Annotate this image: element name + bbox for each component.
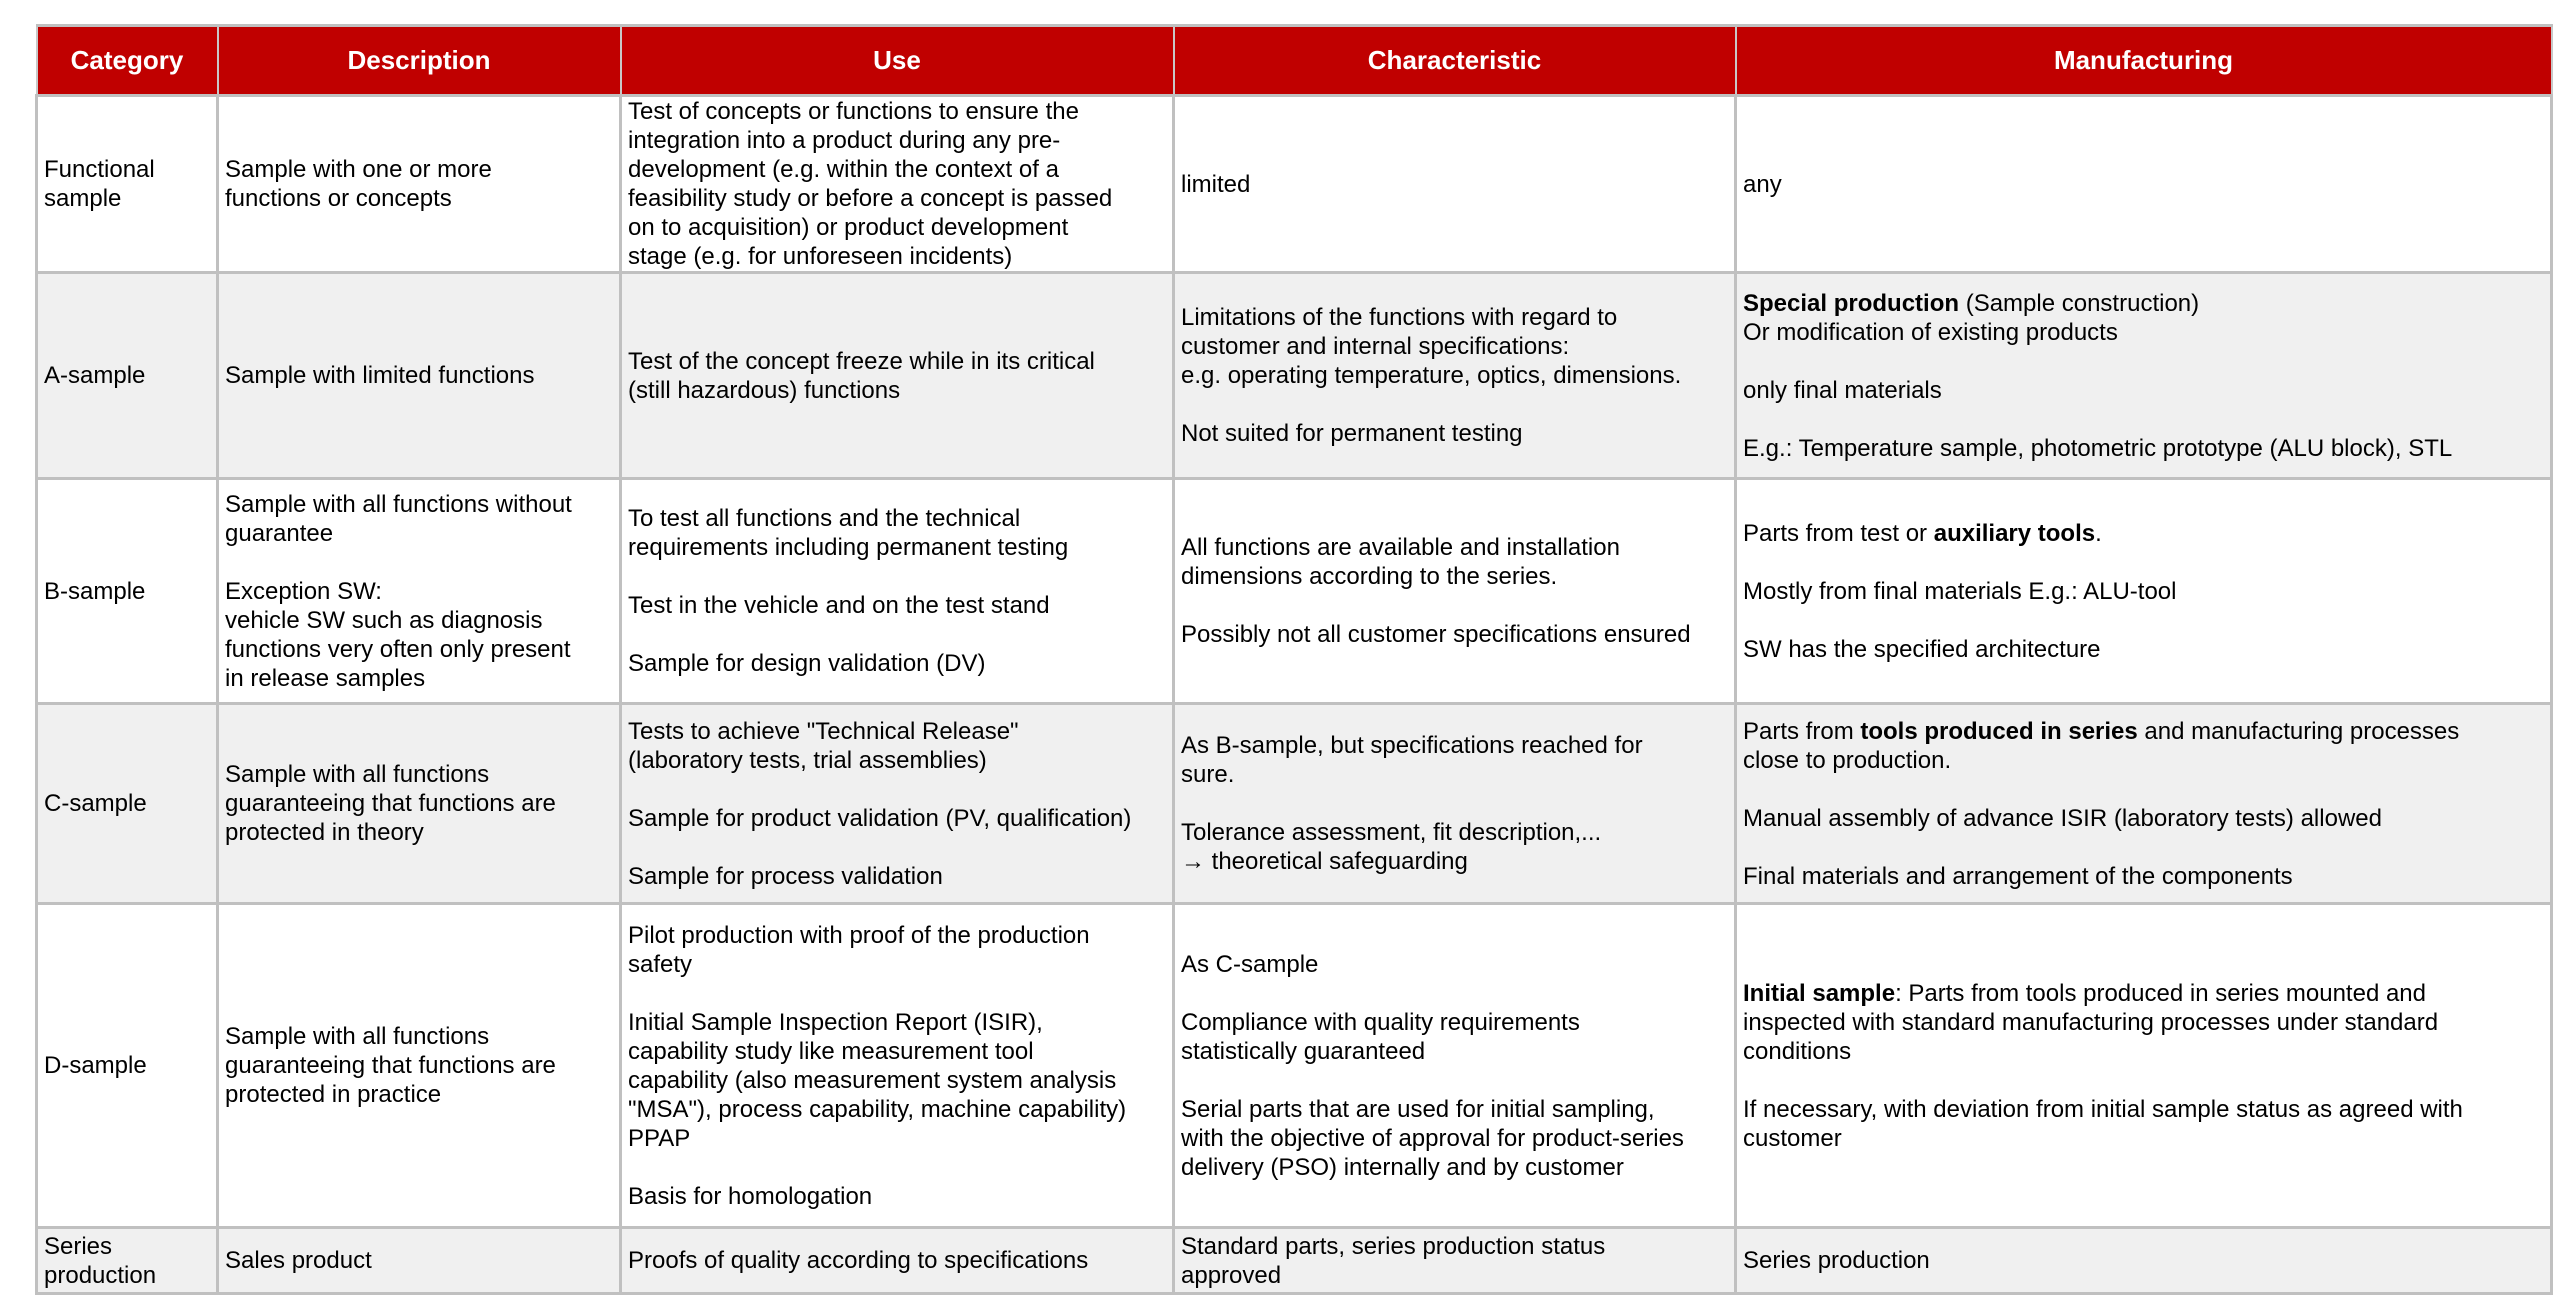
table-row	[37, 704, 2552, 904]
table-row	[37, 479, 2552, 704]
header-description: Description	[218, 26, 621, 96]
text: capability (also measurement system analysis	[628, 1066, 1117, 1094]
cell-line	[1743, 347, 2544, 376]
text: any	[1743, 170, 1782, 198]
text: with the objective of approval for product-series	[1181, 1124, 1684, 1152]
text: guarantee	[225, 519, 334, 547]
text: → theoretical safeguarding	[1181, 848, 1468, 875]
text: Standard parts, series production status	[1181, 1232, 1606, 1260]
text: Series production	[1743, 1247, 1930, 1274]
cell-line	[1181, 1095, 1728, 1124]
cell-characteristic	[1174, 96, 1736, 273]
cell-line	[1743, 606, 2544, 635]
cell-use	[621, 96, 1174, 273]
cell-characteristic	[1174, 1228, 1736, 1294]
text: Serial parts that are used for initial sampling,	[1181, 1095, 1655, 1123]
cell-line	[44, 1261, 210, 1290]
cell-line	[1743, 289, 2544, 318]
text: Sample with all functions without	[225, 490, 572, 518]
text: only final materials	[1743, 376, 1942, 404]
cell-line	[44, 577, 210, 606]
cell-line	[225, 1022, 613, 1051]
cell-line	[628, 1037, 1166, 1066]
cell-line	[1181, 1124, 1728, 1153]
cell-use	[621, 704, 1174, 904]
cell-line	[628, 649, 1166, 678]
cell-line	[1181, 760, 1728, 789]
cell-line	[1181, 332, 1728, 361]
cell-line	[628, 620, 1166, 649]
cell-line	[225, 490, 613, 519]
text: (laboratory tests, trial assemblies)	[628, 746, 987, 774]
table-row	[37, 904, 2552, 1228]
cell-line	[225, 789, 613, 818]
cell-line	[1743, 1066, 2544, 1095]
text: on to acquisition) or product development	[628, 214, 1069, 241]
cell-line	[628, 213, 1166, 242]
bold-text: Special production	[1743, 289, 1960, 317]
cell-line	[1743, 405, 2544, 434]
cell-line	[1743, 170, 2544, 199]
cell-line	[628, 347, 1166, 376]
cell-line	[225, 1246, 613, 1275]
cell-line	[1743, 717, 2544, 746]
text: PPAP	[628, 1124, 691, 1152]
cell-line	[1743, 833, 2544, 862]
cell-category	[37, 1228, 218, 1294]
cell-line	[1743, 746, 2544, 775]
cell-line	[628, 242, 1166, 271]
cell-line	[1181, 1232, 1728, 1261]
text: D-sample	[44, 1052, 147, 1079]
cell-line	[1181, 979, 1728, 1008]
cell-line	[628, 804, 1166, 833]
cell-line	[44, 1051, 210, 1080]
header-row	[37, 26, 2552, 96]
cell-line	[1743, 1008, 2544, 1037]
cell-line	[44, 155, 210, 184]
cell-line	[1743, 577, 2544, 606]
text: Manual assembly of advance ISIR (laboratory tests) allowed	[1743, 804, 2382, 832]
table-row	[37, 273, 2552, 479]
cell-line	[628, 1246, 1166, 1275]
text: Exception SW:	[225, 577, 382, 605]
text: B-sample	[44, 577, 146, 605]
cell-line	[628, 126, 1166, 155]
cell-description	[218, 704, 621, 904]
cell-line	[628, 1008, 1166, 1037]
text: approved	[1181, 1261, 1282, 1289]
text: SW has the specified architecture	[1743, 635, 2101, 663]
text: protected in practice	[225, 1081, 442, 1108]
cell-line	[225, 635, 613, 664]
text: Functional	[44, 156, 155, 183]
cell-characteristic	[1174, 704, 1736, 904]
cell-line	[628, 97, 1166, 126]
text: Parts from	[1743, 717, 1861, 745]
cell-line	[628, 155, 1166, 184]
cell-line	[1743, 862, 2544, 891]
text: To test all functions and the technical	[628, 505, 1021, 532]
cell-line	[1181, 1066, 1728, 1095]
cell-line	[1181, 620, 1728, 649]
cell-category	[37, 904, 218, 1228]
cell-line	[225, 606, 613, 635]
text: If necessary, with deviation from initial sample status as agreed with	[1743, 1095, 2463, 1123]
table-row	[37, 96, 2552, 273]
text: feasibility study or before a concept is passed	[628, 185, 1113, 212]
cell-category	[37, 704, 218, 904]
cell-line	[225, 760, 613, 789]
cell-line	[628, 950, 1166, 979]
cell-line	[44, 361, 210, 390]
cell-line	[1743, 376, 2544, 405]
cell-line	[225, 548, 613, 577]
text: sure.	[1181, 761, 1235, 788]
cell-line	[628, 1153, 1166, 1182]
cell-line	[1181, 789, 1728, 818]
cell-line	[1743, 979, 2544, 1008]
cell-line	[628, 921, 1166, 950]
text: E.g.: Temperature sample, photometric prototype (ALU block), STL	[1743, 434, 2453, 462]
bold-text: Initial sample	[1743, 979, 1896, 1007]
cell-line	[1181, 533, 1728, 562]
text: functions very often only present	[225, 635, 571, 663]
cell-line	[1181, 1261, 1728, 1290]
cell-manufacturing	[1736, 1228, 2552, 1294]
cell-line	[1181, 818, 1728, 847]
text: sample	[44, 185, 122, 212]
cell-use	[621, 1228, 1174, 1294]
cell-line	[1743, 1095, 2544, 1124]
cell-line	[1743, 775, 2544, 804]
cell-line	[1743, 318, 2544, 347]
cell-line	[628, 833, 1166, 862]
text: stage (e.g. for unforeseen incidents)	[628, 243, 1013, 270]
cell-description	[218, 96, 621, 273]
cell-line	[628, 591, 1166, 620]
cell-line	[1181, 950, 1728, 979]
text: Or modification of existing products	[1743, 318, 2118, 346]
text: Tolerance assessment, fit description,...	[1181, 819, 1602, 846]
sample-phases-table	[35, 24, 2553, 1295]
text: dimensions according to the series.	[1181, 563, 1558, 590]
cell-line	[225, 184, 613, 213]
text: conditions	[1743, 1037, 1852, 1065]
text: Series	[44, 1232, 113, 1260]
cell-line	[1181, 1153, 1728, 1182]
cell-use	[621, 904, 1174, 1228]
text: inspected with standard manufacturing processes under standard	[1743, 1008, 2439, 1036]
cell-category	[37, 273, 218, 479]
cell-characteristic	[1174, 904, 1736, 1228]
text: in release samples	[225, 664, 426, 692]
cell-line	[1181, 1008, 1728, 1037]
cell-line	[225, 577, 613, 606]
cell-category	[37, 96, 218, 273]
bold-text: tools produced in series	[1860, 717, 2138, 745]
cell-line	[1743, 434, 2544, 463]
text: Test in the vehicle and on the test stand	[628, 592, 1050, 619]
text: Parts from test or	[1743, 519, 1934, 547]
cell-description	[218, 273, 621, 479]
text: customer and internal specifications:	[1181, 333, 1570, 360]
text: Proofs of quality according to specifications	[628, 1247, 1089, 1274]
text: A-sample	[44, 362, 146, 389]
text: Limitations of the functions with regard to	[1181, 304, 1618, 331]
cell-line	[628, 1124, 1166, 1153]
cell-line	[1181, 1037, 1728, 1066]
text: C-sample	[44, 790, 147, 817]
cell-line	[628, 1095, 1166, 1124]
cell-line	[1181, 303, 1728, 332]
text: Sample for process validation	[628, 862, 943, 890]
table-body	[37, 96, 2552, 1294]
cell-line	[628, 746, 1166, 775]
text: functions or concepts	[225, 185, 452, 212]
text: All functions are available and installation	[1181, 534, 1620, 561]
cell-line	[628, 1182, 1166, 1211]
cell-use	[621, 479, 1174, 704]
cell-line	[1743, 548, 2544, 577]
cell-line	[1181, 591, 1728, 620]
cell-line	[628, 562, 1166, 591]
text: Sample with limited functions	[225, 362, 535, 389]
text: Sample with all functions	[225, 1023, 490, 1050]
cell-description	[218, 479, 621, 704]
text: Initial Sample Inspection Report (ISIR),	[628, 1008, 1043, 1036]
text: safety	[628, 950, 693, 978]
cell-line	[225, 1080, 613, 1109]
cell-line	[225, 818, 613, 847]
text: delivery (PSO) internally and by customer	[1181, 1153, 1624, 1181]
cell-line	[1181, 562, 1728, 591]
cell-line	[628, 775, 1166, 804]
cell-line	[628, 1066, 1166, 1095]
text: As C-sample	[1181, 950, 1319, 978]
cell-manufacturing	[1736, 704, 2552, 904]
text: customer	[1743, 1124, 1842, 1152]
text: requirements including permanent testing	[628, 534, 1069, 561]
text: Sample with one or more	[225, 156, 492, 183]
cell-line	[1181, 361, 1728, 390]
cell-line	[1181, 390, 1728, 419]
cell-line	[225, 664, 613, 693]
text: Tests to achieve "Technical Release"	[628, 717, 1019, 745]
cell-manufacturing	[1736, 479, 2552, 704]
text: and manufacturing processes	[2137, 717, 2460, 745]
text: Basis for homologation	[628, 1182, 873, 1210]
cell-description	[218, 1228, 621, 1294]
cell-line	[1181, 170, 1728, 199]
cell-line	[628, 184, 1166, 213]
text: Sample for design validation (DV)	[628, 650, 986, 677]
header-manufacturing: Manufacturing	[1736, 26, 2552, 96]
text: production	[44, 1261, 157, 1289]
text: Mostly from final materials E.g.: ALU-tool	[1743, 577, 2177, 605]
text: vehicle SW such as diagnosis	[225, 606, 543, 634]
text: close to production.	[1743, 746, 1952, 774]
text: guaranteeing that functions are	[225, 790, 556, 817]
header-characteristic: Characteristic	[1174, 26, 1736, 96]
text: protected in theory	[225, 819, 424, 846]
text: Final materials and arrangement of the components	[1743, 862, 2293, 890]
header-category: Category	[37, 26, 218, 96]
cell-line	[1743, 1037, 2544, 1066]
cell-line	[628, 979, 1166, 1008]
table-row	[37, 1228, 2552, 1294]
cell-line	[1181, 847, 1728, 876]
cell-line	[628, 533, 1166, 562]
cell-line	[44, 1232, 210, 1261]
cell-line	[1743, 1246, 2544, 1275]
text: : Parts from tools produced in series mounted and	[1895, 979, 2427, 1007]
cell-line	[225, 361, 613, 390]
cell-use	[621, 273, 1174, 479]
cell-line	[225, 519, 613, 548]
text: Test of the concept freeze while in its critical	[628, 347, 1095, 375]
cell-line	[44, 184, 210, 213]
cell-manufacturing	[1736, 96, 2552, 273]
text: limited	[1181, 170, 1251, 198]
text: Sample for product validation (PV, qualification)	[628, 804, 1132, 832]
text: e.g. operating temperature, optics, dimensions.	[1181, 362, 1682, 389]
text: Sample with all functions	[225, 761, 490, 788]
cell-manufacturing	[1736, 904, 2552, 1228]
text: capability study like measurement tool	[628, 1037, 1034, 1065]
cell-line	[1743, 804, 2544, 833]
cell-line	[628, 504, 1166, 533]
cell-line	[628, 862, 1166, 891]
cell-category	[37, 479, 218, 704]
cell-characteristic	[1174, 273, 1736, 479]
text: Test of concepts or functions to ensure the	[628, 98, 1079, 125]
text: Possibly not all customer specifications ensured	[1181, 621, 1691, 648]
text: Pilot production with proof of the production	[628, 921, 1090, 949]
cell-line	[225, 1051, 613, 1080]
cell-description	[218, 904, 621, 1228]
text: "MSA"), process capability, machine capability)	[628, 1095, 1127, 1123]
text: integration into a product during any pre-	[628, 127, 1061, 154]
text: Not suited for permanent testing	[1181, 420, 1523, 447]
cell-line	[1181, 731, 1728, 760]
text: statistically guaranteed	[1181, 1037, 1426, 1065]
cell-line	[628, 717, 1166, 746]
text: development (e.g. within the context of a	[628, 156, 1059, 183]
header-use: Use	[621, 26, 1174, 96]
cell-line	[225, 155, 613, 184]
cell-manufacturing	[1736, 273, 2552, 479]
text: Compliance with quality requirements	[1181, 1008, 1580, 1036]
text: (still hazardous) functions	[628, 376, 901, 404]
cell-line	[44, 789, 210, 818]
cell-line	[1743, 635, 2544, 664]
cell-characteristic	[1174, 479, 1736, 704]
text: Sales product	[225, 1247, 372, 1274]
text: As B-sample, but specifications reached for	[1181, 732, 1643, 759]
cell-line	[1181, 419, 1728, 448]
cell-line	[1743, 1124, 2544, 1153]
text: guaranteeing that functions are	[225, 1052, 556, 1079]
cell-line	[1743, 519, 2544, 548]
text: (Sample construction)	[1959, 289, 2200, 317]
cell-line	[628, 376, 1166, 405]
text: .	[2095, 519, 2102, 547]
bold-text: auxiliary tools	[1933, 519, 2096, 547]
